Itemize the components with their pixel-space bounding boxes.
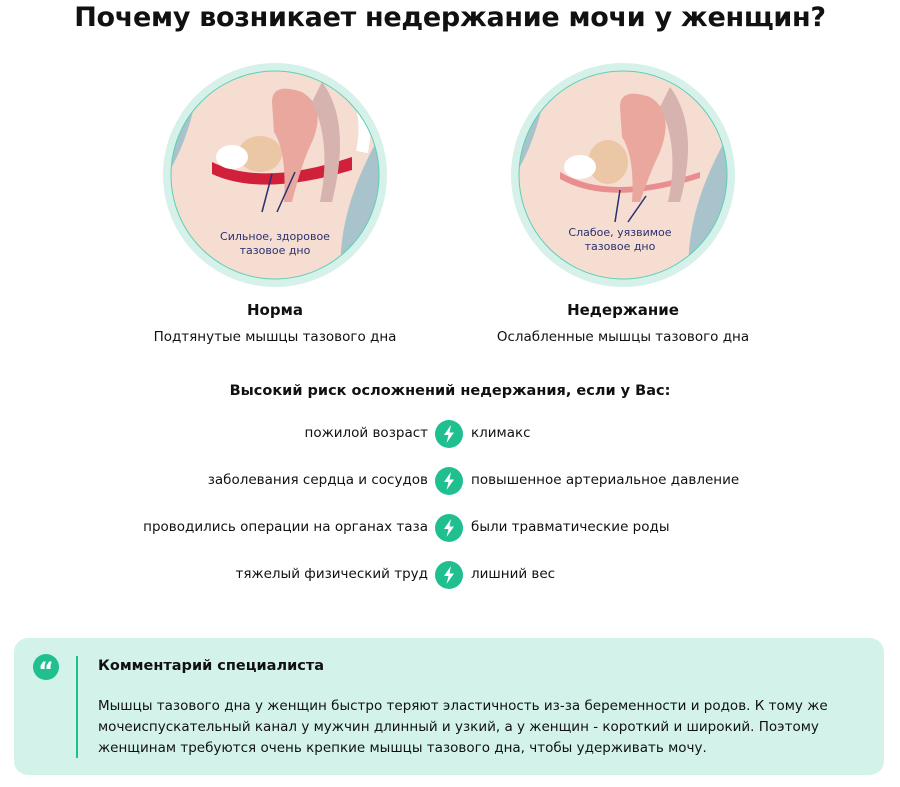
incontinence-heading: Недержание [567, 301, 679, 319]
risk-row [0, 419, 900, 449]
incontinence-subtitle: Ослабленные мышцы тазового дна [496, 329, 750, 345]
lightning-icon [435, 561, 463, 589]
risk-right: были травматические роды [471, 519, 670, 535]
lightning-icon [435, 420, 463, 448]
specialist-comment [14, 638, 884, 775]
lightning-icon [435, 467, 463, 495]
risk-row [0, 466, 900, 496]
risk-left: тяжелый физический труд [235, 566, 428, 582]
comment-text: Мышцы тазового дна у женщин быстро теряют эластичность из-за беременности и родов. К тому же мочеиспускательный канал у мужчин длинный и узкий, а у женщин - короткий и широкий. Поэтому женщинам требуются очень крепкие мышцы тазового дна, чтобы удерживать мочу. [98, 698, 828, 756]
illustration-label: тазовое дно [239, 244, 311, 257]
risk-right: повышенное артериальное давление [471, 472, 740, 488]
incontinence-pelvis-illustration [510, 62, 736, 288]
risk-right: лишний вес [471, 566, 556, 582]
risk-left: заболевания сердца и сосудов [207, 472, 428, 488]
page-title: Почему возникает недержание мочи у женщин? [74, 2, 826, 33]
risk-right: климакс [471, 425, 531, 441]
incontinence-caption [473, 301, 773, 345]
illustration-label: Слабое, уязвимое [568, 226, 672, 239]
normal-caption [125, 301, 425, 345]
divider [76, 656, 78, 758]
normal-heading: Норма [247, 301, 303, 319]
risk-row [0, 513, 900, 543]
risk-left: пожилой возраст [304, 425, 428, 441]
risks-heading: Высокий риск осложнений недержания, если у Вас: [229, 383, 671, 399]
lightning-icon [435, 514, 463, 542]
comment-title: Комментарий специалиста [98, 658, 325, 674]
risk-left: проводились операции на органах таза [143, 519, 428, 535]
normal-subtitle: Подтянутые мышцы тазового дна [153, 329, 397, 345]
illustration-label: тазовое дно [584, 240, 656, 253]
illustration-label: Сильное, здоровое [220, 230, 330, 243]
risk-row [0, 560, 900, 590]
quote-icon: “ [33, 654, 59, 680]
normal-pelvis-illustration [162, 62, 388, 288]
